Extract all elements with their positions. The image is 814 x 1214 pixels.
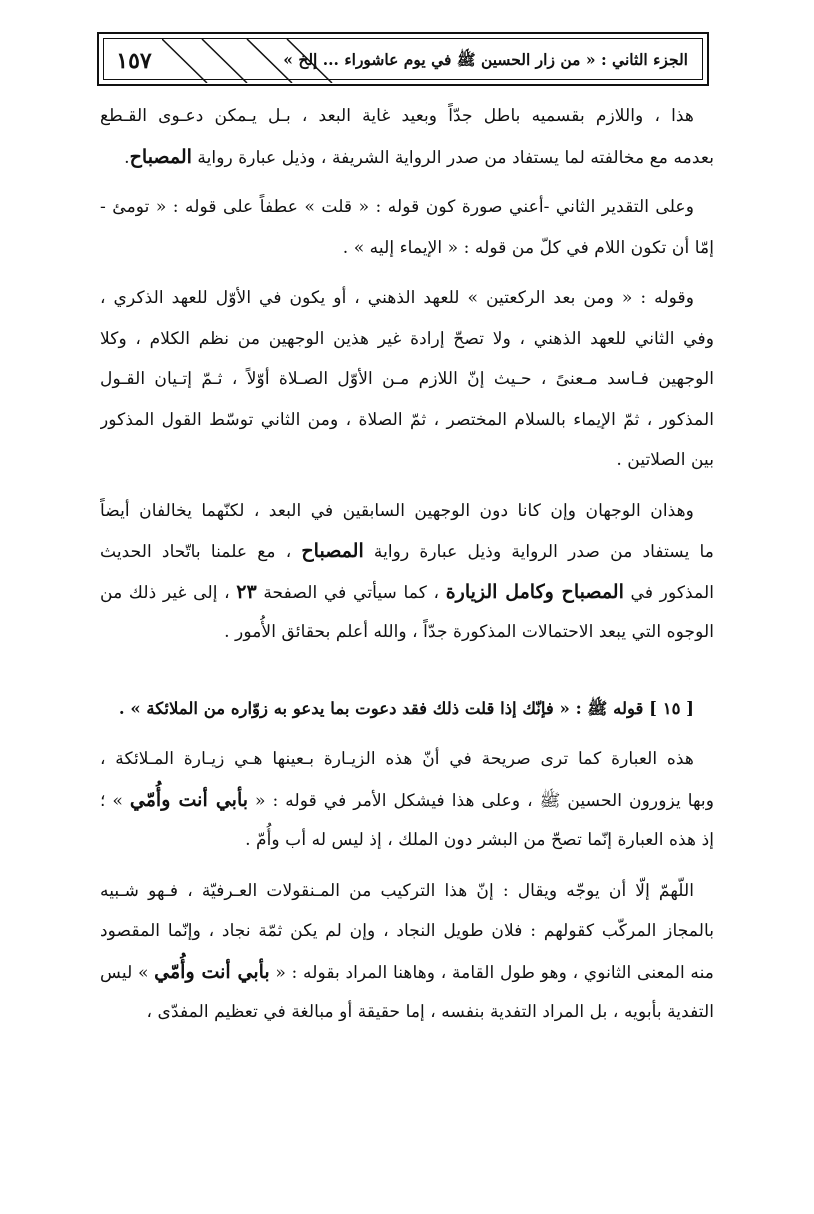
header-inner-frame [103,38,703,80]
text-line [100,572,714,613]
text-line [100,739,714,780]
header-title: الجزء الثاني : « من زار الحسين ﷺ في يوم عاشوراء ... إلخ » [283,49,688,69]
text-segment: بين الصلاتين . [616,450,714,470]
bold-term: المصباح [301,540,364,562]
bold-term: المصباح [129,145,192,168]
section-gap [100,663,714,689]
text-segment: [ ١٥ ] قوله ﷺ : « فإنّك إذا قلت ذلك فقد دعوت بما يدعو به زوّاره من الملائكة » . [118,698,694,718]
text-line [100,278,714,319]
text-segment: » ؛ [100,790,130,811]
text-line [100,400,714,441]
bold-term: بأبي أنت وأُمّي [129,788,249,811]
text-line [100,612,714,653]
text-line [100,531,714,572]
text-line [100,952,714,993]
text-segment: ما يستفاد من صدر الرواية وذيل عبارة رواية [363,542,714,562]
text-line [100,359,714,400]
text-line [100,187,714,228]
text-line [100,440,714,481]
text-segment: المذكور ، ثمّ الإيماء بالسلام المختصر ، ثمّ الصلاة ، ومن الثاني توسّط القول المذكور [100,409,714,430]
text-segment: اللّهمّ إلّا أن يوجّه ويقال : إنّ هذا التركيب من المـنقولات العـرفيّة ، فـهو شـبيه [100,880,694,901]
text-segment: الوجوه التي يبعد الاحتمالات المذكورة جدّاً ، والله أعلم بحقائق الأُمور . [224,622,714,642]
text-segment: وهذان الوجهان وإن كانا دون الوجهين السابقين في البعد ، لكنّهما يخالفان أيضاً [100,500,694,521]
text-segment: وقوله : « ومن بعد الركعتين » للعهد الذهني ، أو يكون في الأوّل للعهد الذكري ، [100,288,694,308]
paragraph [100,278,714,481]
running-header [97,32,709,86]
body-text [100,96,714,1043]
paragraph [100,96,714,177]
text-segment: المذكور في [623,582,714,603]
paragraph [100,187,714,268]
text-segment: . [124,147,130,168]
bold-term: بأبي أنت وأُمّي [154,960,270,983]
text-segment: بالمجاز المركّب كقولهم : فلان طويل النجاد ، وإن لم يكن ثمّة نجاد ، وإنّما المقصود [100,921,714,941]
text-line [100,820,714,861]
text-segment: ، مع علمنا باتّحاد الحديث [100,542,302,562]
text-segment: هذا ، واللازم بقسميه باطل جدّاً وبعيد غاية البعد ، بـل يـمكن دعـوى القـطع [100,106,694,126]
bold-term: المصباح وكامل الزيارة [445,580,624,603]
text-segment: الوجهين فـاسد مـعنىً ، حـيث إنّ اللازم مـن الأوّل الصـلاة أوّلاً ، ثـمّ إتـيان القـول [100,369,714,389]
page-number: ١٥٧ [116,48,152,74]
text-line [100,780,714,821]
text-segment: هذه العبارة كما ترى صريحة في أنّ هذه الزيـارة بـعينها هـي زيـارة المـلائكة ، [100,749,694,769]
text-segment: منه المعنى الثانوي ، وهو طول القامة ، وهاهنا المراد بقوله : « [269,962,714,983]
text-segment: بعدمه مع مخالفته لما يستفاد من صدر الرواية الشريفة ، وذيل عبارة رواية [191,147,714,168]
text-line [100,319,714,360]
text-line [100,96,714,137]
text-line [100,228,714,269]
text-segment: إذ هذه العبارة إنّما تصحّ من البشر دون الملك ، إذ ليس له أب وأُمّ . [245,830,714,850]
text-segment: إمّا أن تكون اللام في كلّ من قوله : « الإيماء إليه » . [342,237,714,258]
text-line [100,689,714,730]
text-segment: ، إلى غير ذلك من [100,582,237,603]
text-segment: وعلى التقدير الثاني -أعني صورة كون قوله : « قلت » عطفاً على قوله : « تومئ - [100,197,694,217]
text-segment: التفدية بأبويه ، بل المراد التفدية بنفسه ، إما حقيقة أو مبالغة في تعظيم المفدّى ، [146,1002,714,1022]
text-segment: » ليس [100,962,155,983]
text-line [100,911,714,952]
section-heading [100,689,714,730]
text-line [100,491,714,532]
text-line [100,871,714,912]
paragraph [100,871,714,1033]
text-line [100,137,714,178]
bold-term: ٢٣ [236,580,257,603]
paragraph [100,739,714,861]
paragraph [100,491,714,653]
text-segment: وبها يزورون الحسين ﷺ ، وعلى هذا فيشكل الأمر في قوله : « [248,790,714,811]
text-line [100,992,714,1033]
text-segment: وفي الثاني للعهد الذهني ، ولا تصحّ إرادة غير هذين الوجهين من نظم الكلام ، وكلا [100,328,714,349]
text-segment: ، كما سيأتي في الصفحة [256,582,446,603]
